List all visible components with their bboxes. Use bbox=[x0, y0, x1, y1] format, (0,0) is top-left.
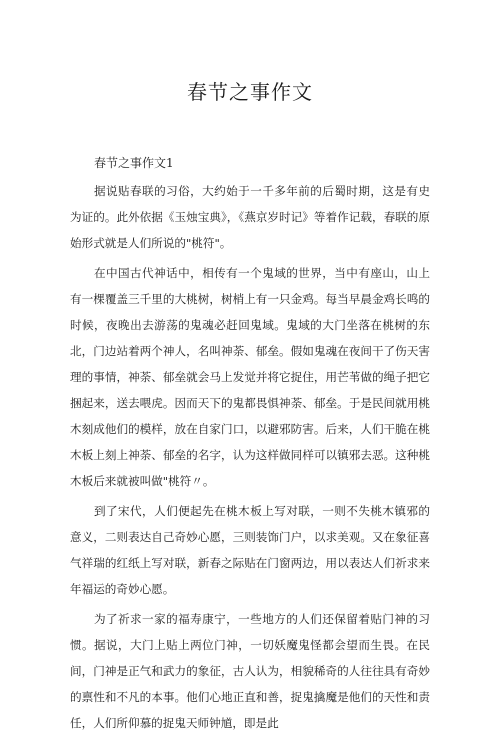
document-title: 春节之事作文 bbox=[187, 80, 313, 104]
document-body bbox=[70, 150, 430, 740]
paragraph: 为了祈求一家的福寿康宁，一些地方的人们还保留着贴门神的习惯。据说，大门上贴上两位门神，一切妖魔鬼怪都会望而生畏。在民间，门神是正气和武力的象征，古人认为，相貌稀奇的人往往具有奇妙的禀性和不凡的本事。他们心地正直和善，捉鬼擒魔是他们的天性和责任，人们所仰慕的捉鬼天师钟馗，即是此 bbox=[70, 612, 430, 730]
paragraph: 据说贴春联的习俗，大约始于一千多年前的后蜀时期，这是有史为证的。此外依据《玉烛宝典》，《燕京岁时记》等着作记载，春联的原始形式就是人们所说的"桃符"。 bbox=[70, 184, 430, 250]
paragraph: 到了宋代，人们便起先在桃木板上写对联，一则不失桃木镇邪的意义，二则表达自己奇妙心愿，三则装饰门户，以求美观。又在象征喜气祥瑞的红纸上写对联，新春之际贴在门窗两边，用以表达人们祈求来年福运的奇妙心愿。 bbox=[70, 504, 430, 596]
section-subtitle: 春节之事作文1 bbox=[94, 156, 174, 170]
paragraph: 在中国古代神话中，相传有一个鬼域的世界，当中有座山，山上有一棵覆盖三千里的大桃树，树梢上有一只金鸡。每当早晨金鸡长鸣的时候，夜晚出去游荡的鬼魂必赶回鬼域。鬼域的大门坐落在桃树的东北，门边站着两个神人，名叫神荼、郁垒。假如鬼魂在夜间干了伤天害理的事情，神荼、郁垒就会马上发觉并将它捉住，用芒苇做的绳子把它捆起来，送去喂虎。因而天下的鬼都畏惧神荼、郁垒。于是民间就用桃木刻成他们的模样，放在自家门口，以避邪防害。后来，人们干脆在桃木板上刻上神荼、郁垒的名字，认为这样做同样可以镇邪去恶。这种桃木板后来就被叫做"桃符〃。 bbox=[70, 266, 430, 488]
